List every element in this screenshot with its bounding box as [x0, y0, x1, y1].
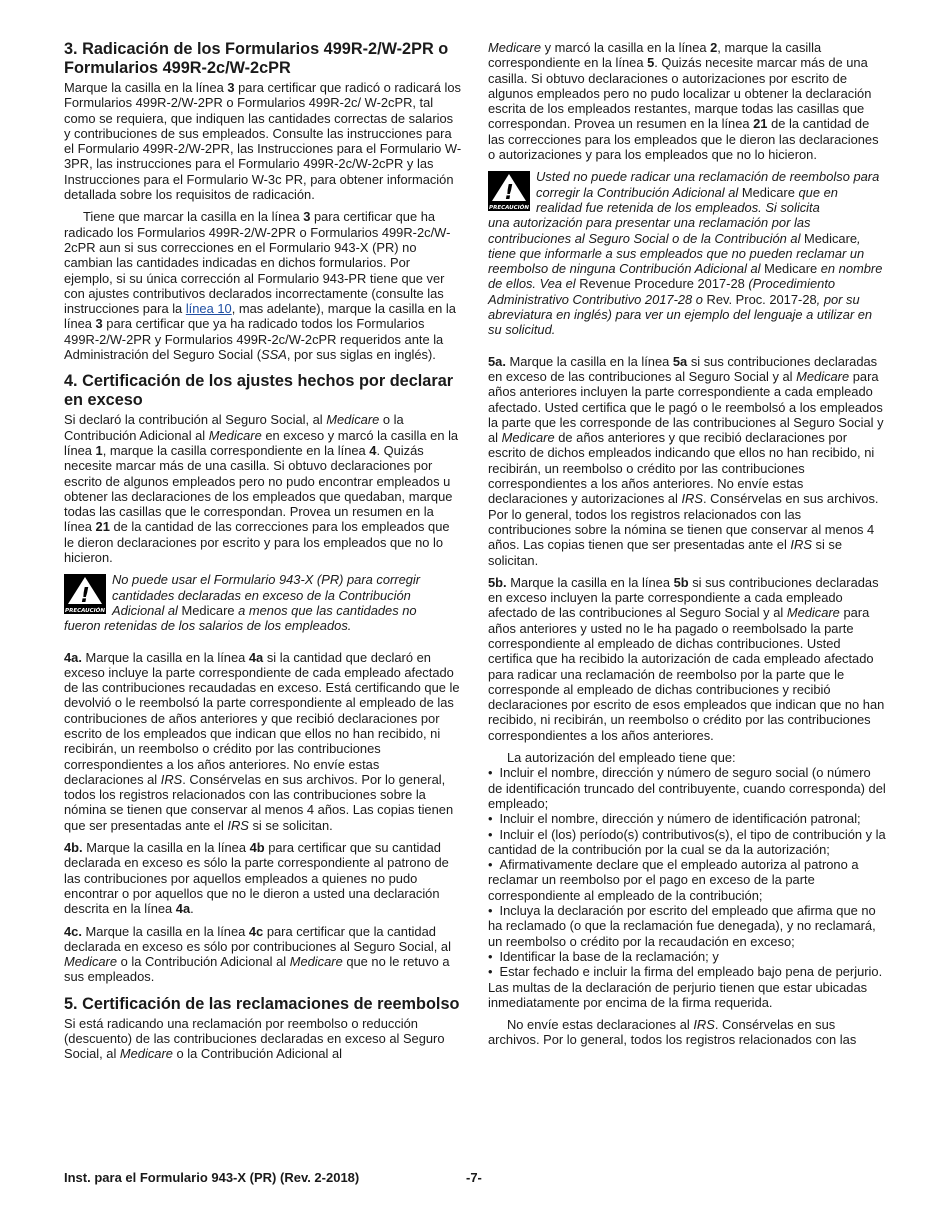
section-3-heading: 3. Radicación de los Formularios 499R-2/W-2PR o Formularios 499R-2c/W-2cPR	[64, 40, 449, 77]
authorization-requirements-list	[488, 765, 886, 1010]
page-number: -7-	[466, 1170, 482, 1185]
caution-note-1: ! PRECAUCIÓN No puede usar el Formulario 943-X (PR) para corregir cantidades declaradas en exceso de la Contribución Adicional al Medicare a menos que las cantidades no fueron retenidas de los salarios de los empleados.	[64, 572, 421, 634]
paragraph-5a: 5a. Marque la casilla en la línea 5a si sus contribuciones declaradas en exceso de las contribuciones al Seguro Social y al Medicare para años anteriores incluyen la parte correspondiente a cada empleado afectado. Usted certifica que le pagó o le reembolsó a los empleados la parte que les corresponde de las contribuciones al Seguro Social y al Medicare de años anteriores y que recibió declaraciones por escrito de dichos empleados indicando que ellos no han recibido, ni recibirán, un reembolso o crédito por las contribuciones correspondientes a los años anteriores. No envíe estas declaraciones y autorizaciones al IRS. Consérvelas en sus archivos. Por lo general, todos los registros relacionados con las contribuciones sobre la nómina se tienen que conservar al menos 4 años. Las copias tienen que ser presentadas ante el IRS si se solicitan.	[488, 353, 884, 568]
caution-label: PRECAUCIÓN	[489, 205, 529, 212]
list-item: • Afirmativamente declare que el empleado autoriza al patrono a reclamar un reembolso por el pago en exceso de la parte correspondiente al empleado de la contribución;	[488, 857, 859, 903]
section-4-heading: 4. Certificación de los ajustes hechos por declarar en exceso	[64, 372, 454, 410]
footer-form-title: Inst. para el Formulario 943-X (PR) (Rev. 2-2018)	[64, 1170, 360, 1185]
list-item: • Identificar la base de la reclamación; y	[488, 948, 719, 964]
caution-label: PRECAUCIÓN	[65, 608, 105, 615]
section-5-paragraph-1: Si está radicando una reclamación por reembolso o reducción (descuento) de las contribuciones declaradas en exceso al Seguro Social, al Medicare o la Contribución Adicional al	[64, 1015, 445, 1062]
final-paragraph: No envíe estas declaraciones al IRS. Consérvelas en sus archivos. Por lo general, todos los registros relacionados con las	[488, 1017, 857, 1048]
caution-warning-icon	[64, 574, 106, 614]
left-column	[64, 40, 462, 1069]
list-item: • Incluir el (los) período(s) contributivos(s), el tipo de contribución y la cantidad de la contribución por la cual se da la autorización;	[488, 826, 886, 857]
paragraph-4c: 4c. Marque la casilla en la línea 4c para certificar que la cantidad declarada en exceso es sólo por contribuciones al Seguro Social, al Medicare o la Contribución Adicional al Medicare que no le retuvo a sus empleados.	[64, 923, 451, 985]
line-10-link[interactable]: línea 10	[185, 301, 232, 317]
paragraph-4b: 4b. Marque la casilla en la línea 4b para certificar que su cantidad declarada en exceso es sólo la parte correspondiente al patrono de las contribuciones por aquellos empleados a quienes no pudo encontrar o por aquellos que no le dieron a usted una declaración descrita en la línea 4a.	[64, 840, 449, 917]
section-4-paragraph-1: Si declaró la contribución al Seguro Social, al Medicare o la Contribución Adicional al Medicare en exceso y marcó la casilla en la línea 1, marque la casilla correspondiente en la línea 4. Quizás necesite marcar más de una casilla. Si obtuvo declaraciones por escrito de algunos empleados pero no pudo encontrar empleados u obtener las declaraciones de los empleados que quedaban, marque todas las casillas que le correspondan. Provea un resumen en la línea 21 de la cantidad de las correcciones para los empleados que le dieron declaraciones por escrito y para los empleados que no lo hicieron.	[64, 412, 459, 566]
section-5-heading: 5. Certificación de las reclamaciones de reembolso	[64, 994, 460, 1013]
caution-note-2: ! PRECAUCIÓN Usted no puede radicar una reclamación de reembolso para corregir la Contribución Adicional al Medicare que en realidad fue retenida de los empleados. Si solicita una autorización para presentar una reclamación por las contribuciones al Seguro Social o de la Contribución al Medicare, tiene que informarle a sus empleados que no pueden reclamar un reembolso de ninguna Contribución Adicional al Medicare en nombre de ellos. Vea el Revenue Procedure 2017-28 (Procedimiento Administrativo Contributivo 2017-28 o Rev. Proc. 2017-28, por su abreviatura en inglés) para ver un ejemplo del lenguaje a utilizar en su solicitud.	[488, 169, 883, 338]
section-3-paragraph-1: Marque la casilla en la línea 3 para certificar que radicó o radicará los Formularios 499R-2/W-2PR o Formularios 499R-2c/ W-2cPR, tal como se requiera, que indiquen las cantidades correctas de salarios y contribuciones de sus empleados. Consulte las instrucciones para el Formulario 499R-2/W-2PR, las Instrucciones para el Formulario W-3PR, las instrucciones para el Formulario 499R-2c/W-2cPR y las Instrucciones para el Formulario W-3c PR, para obtener información detallada sobre los requisitos de radicación.	[64, 80, 462, 203]
list-item: • Incluir el nombre, dirección y número de seguro social (o número de identificación truncado del contribuyente, cuando corresponda) del empleado;	[488, 765, 886, 811]
caution-symbol: !	[504, 180, 514, 205]
section-5-continued-paragraph: Medicare y marcó la casilla en la línea 2, marque la casilla correspondiente en la línea 5. Quizás necesite marcar más de una casilla. Si obtuvo declaraciones o autorizaciones por escrito de algunos empleados pero no pudo localizar u obtener la declaración escrita de los empleados restantes, marque todas las casillas que correspondan. Provea un resumen en la línea 21 de la cantidad de las correcciones para los empleados que le dieron las declaraciones o autorizaciones y para los empleados que no lo hicieron.	[488, 40, 879, 163]
section-3-paragraph-2: Tiene que marcar la casilla en la línea 3 para certificar que ha radicado los Formularios 499R-2/W-2PR o Formularios 499R-2c/W-2cPR aun si sus correcciones en el Formulario 943-X (PR) no cambian las cantidades indicadas en dichos formularios. Por ejemplo, si su única corrección al Formulario 943-PR tiene que ver con ajustes contributivos declarados incorrectamente (consulte las instrucciones para la línea 10, mas adelante), marque la casilla en la línea 3 para certificar que ya ha radicado todos los Formularios 499R-2/W-2PR y Formularios 499R-2c/W-2cPR requeridos ante la Administración del Seguro Social (SSA, por sus siglas en inglés).	[64, 209, 456, 363]
caution-warning-icon	[488, 171, 530, 211]
paragraph-5b: 5b. Marque la casilla en la línea 5b si sus contribuciones declaradas en exceso incluyen la parte correspondiente a cada empleado afectado de las contribuciones al Seguro Social y al Medicare para años anteriores y usted no le ha pagado o reembolsado la parte correspondiente al empleado de dichas contribuciones. Usted certifica que ha recibido la autorización de cada empleado afectado para radicar una reclamación de reembolso por la parte que le corresponde al empleado de dichas contribuciones y recibió declaraciones por escrito de esos empleados que indican que no han recibido, ni recibirán, un reembolso o crédito por las contribuciones correspondientes a los años anteriores.	[488, 574, 885, 743]
list-item: • Estar fechado e incluir la firma del empleado bajo pena de perjurio. Las multas de la declaración de perjurio tienen que estar ubicadas inmediatamente por encima de la firma requerida.	[488, 964, 883, 1010]
list-item: • Incluya la declaración por escrito del empleado que afirma que no ha reclamado (o que la reclamación fue denegada), y no reclamará, un reembolso o crédito por la recaudación en exceso;	[488, 903, 876, 949]
authorization-intro: La autorización del empleado tiene que:	[507, 750, 736, 766]
right-column	[488, 40, 886, 1055]
list-item: • Incluir el nombre, dirección y número de identificación patronal;	[488, 811, 861, 827]
paragraph-4a: 4a. Marque la casilla en la línea 4a si la cantidad que declaró en exceso incluye la parte correspondiente de cada empleado afectado de las contribuciones recaudadas en exceso. Está certificando que le devolvió o le reembolsó la parte correspondiente al empleado de las contribuciones de años anteriores y que recibió declaraciones por escrito de los empleados que indican que ellos no han recibido, ni recibirán, un reembolso o crédito por las contribuciones correspondientes a los años anteriores. No envíe estas declaraciones al IRS. Consérvelas en sus archivos. Por lo general, todos los registros relacionados con las contribuciones sobre la nómina se tienen que conservar al menos 4 años. Las copias tienen que ser presentadas ante el IRS si se solicitan.	[64, 649, 460, 833]
caution-symbol: !	[80, 583, 90, 608]
